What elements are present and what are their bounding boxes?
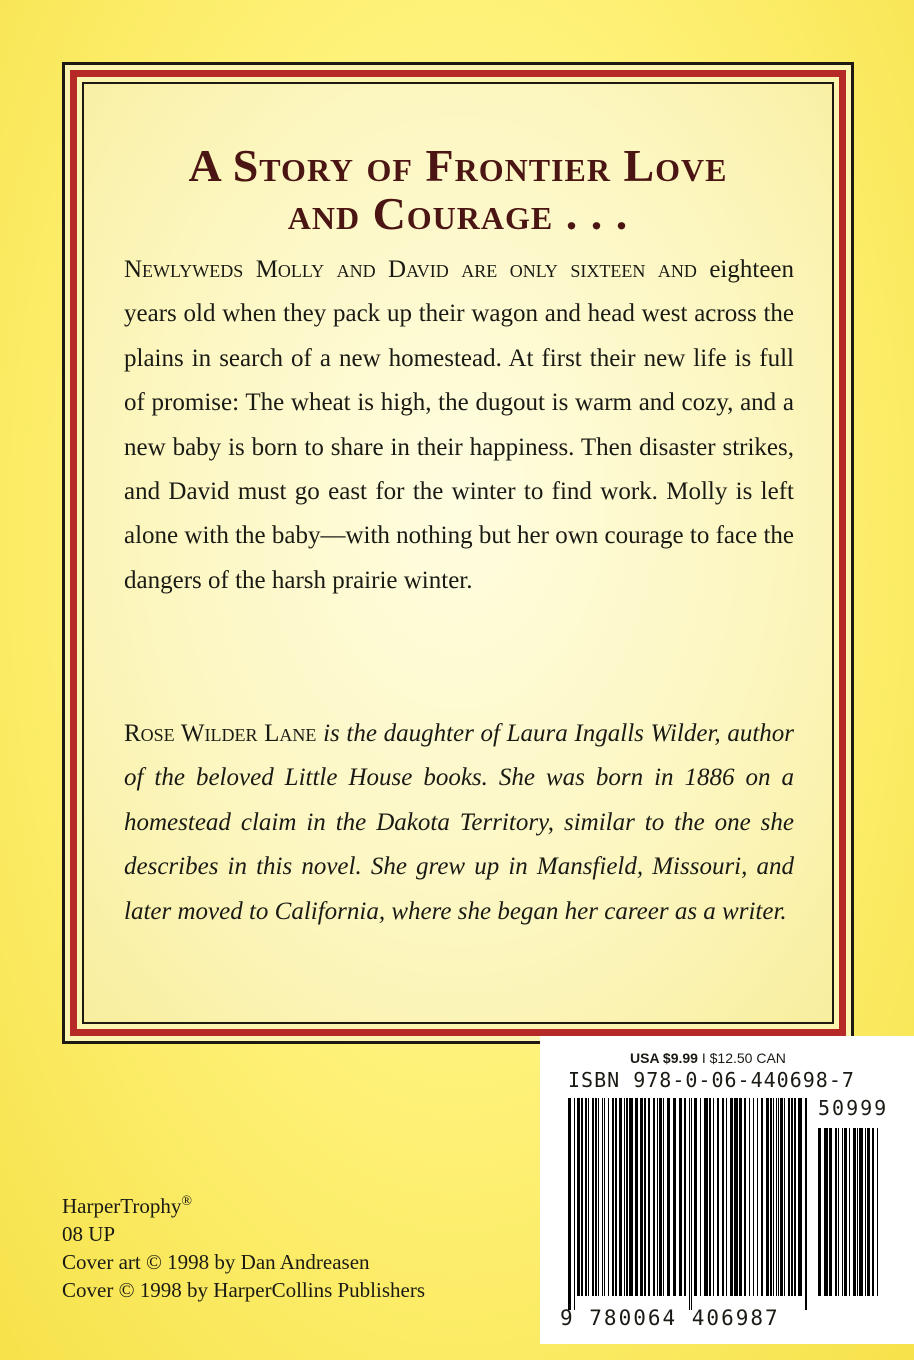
barcode-bar [730,1098,733,1296]
barcode-bar [838,1128,839,1296]
barcode-bar [700,1098,701,1296]
barcode-bar [780,1098,783,1296]
blurb-body: eighteen years old when they pack up their wagon and head west across the plains in search of a new homestead. At first their new life is full of promise: The wheat is high, the dugout is warm and cozy, and a new baby is born to share in their happiness. Then disaster strikes, and David must go east for the winter to find work. Molly is left alone with the baby—with nothing but her own courage to face the dangers of the harsh prairie winter. [124,256,795,594]
barcode-bar [853,1128,856,1296]
barcode-bar [644,1098,646,1296]
barcode-bar [773,1098,774,1296]
barcode-bar [805,1098,807,1310]
barcode-bar [824,1128,828,1296]
barcode-bar [602,1098,603,1296]
barcode-bar [739,1098,742,1296]
barcode-box [540,1036,914,1344]
cover-credit: Cover © 1998 by HarperCollins Publishers [62,1278,426,1302]
headline-line-1: A Story of Frontier Love [188,140,728,191]
cover-frame [62,62,854,1044]
barcode-bar [640,1098,643,1296]
price-can: $12.50 CAN [709,1050,786,1066]
barcode-bar [849,1128,850,1296]
age-code: 08 UP [62,1222,116,1246]
barcode-bar [704,1098,708,1296]
barcode-bar [734,1098,738,1296]
barcode-bar [835,1128,837,1296]
barcode-bar [794,1098,796,1296]
barcode-bar [581,1098,583,1296]
barcode-bar [722,1098,724,1296]
barcode-bar [577,1098,580,1296]
barcode-bar [663,1098,664,1296]
cover-art-credit: Cover art © 1998 by Dan Andreasen [62,1250,370,1274]
publisher-credits [62,1188,425,1304]
headline-line-2: and Courage . . . [287,188,629,239]
barcode-digits: 9 780064 406987 [560,1306,780,1330]
barcode-bar [859,1128,863,1296]
imprint-line [62,1188,425,1220]
isbn-number: ISBN 978-0-06-440698-7 [568,1068,855,1092]
barcode-bar [770,1098,772,1296]
barcode-bar [717,1098,719,1296]
ean-barcode [568,1098,808,1310]
barcode-bar [776,1098,777,1296]
barcode-bar [612,1098,614,1296]
barcode-bar [865,1128,866,1296]
price-line [630,1050,786,1066]
barcode-bar [877,1128,878,1296]
barcode-bar [842,1128,843,1296]
registered-mark: ® [181,1194,193,1209]
barcode-bar [626,1098,628,1296]
blurb-lead: Newlyweds Molly and David are only sixteen and [124,256,697,283]
barcode-bar [585,1098,587,1296]
barcode-bar [788,1098,790,1296]
author-bio [124,712,794,934]
barcode-bar [619,1098,622,1296]
headline [104,142,812,238]
barcode-bar [595,1098,597,1296]
barcode-bar [744,1098,746,1296]
barcode-bar [635,1098,638,1296]
barcode-bar [691,1098,692,1310]
price-separator: I [697,1050,710,1066]
barcode-bar [608,1098,609,1296]
barcode-bar [653,1098,655,1296]
barcode-bar [659,1098,662,1296]
barcode-bar [749,1098,750,1296]
barcode-bar [689,1098,690,1310]
barcode-bar [624,1098,625,1296]
barcode-bar [709,1098,711,1296]
barcode-bar [757,1098,758,1296]
barcode-bar [778,1098,779,1296]
barcode-bar [766,1098,769,1296]
barcode-bar [667,1098,670,1296]
barcode-bar [867,1128,870,1296]
text-panel [82,82,834,1024]
barcode-bar [694,1098,697,1296]
red-border [70,70,846,1036]
barcode-bar [673,1098,676,1296]
imprint-name: HarperTrophy [62,1194,182,1218]
barcode-bar [872,1128,874,1296]
barcode-bar [798,1098,802,1296]
barcode-bar [588,1098,589,1296]
author-name: Rose Wilder Lane [124,720,317,747]
price-usa: USA $9.99 [630,1050,698,1066]
barcode-bar [615,1098,617,1296]
barcode-bar [657,1098,658,1296]
barcode-bar [818,1128,821,1296]
barcode-bar [629,1098,633,1296]
barcode-bar [679,1098,682,1296]
barcode-bar [568,1098,571,1310]
barcode-bar [684,1098,686,1296]
barcode-bar [604,1098,605,1296]
barcode-bar [574,1098,575,1310]
barcode-bar [857,1128,858,1296]
barcode-bar [713,1098,714,1296]
book-blurb [124,248,794,603]
barcode-bar [784,1098,785,1296]
barcode-bar [753,1098,754,1296]
barcode-bar [791,1098,793,1296]
addon-barcode [818,1128,882,1310]
barcode-bar [829,1128,832,1296]
price-addon-code: 50999 [818,1096,889,1120]
barcode-bar [844,1128,847,1296]
barcode-bar [726,1098,727,1296]
barcode-bar [592,1098,594,1296]
barcode-bar [761,1098,763,1296]
barcode-bar [598,1098,599,1296]
barcode-bar [648,1098,650,1296]
author-bio-text: is the daughter of Laura Ingalls Wilder, author of the beloved Little House books. She was born in 1886 on a homestead claim in the Dakota Territory, similar to the one she describes in this novel. She grew up in Mansfield, Missouri, and later moved to California, where she began her career as a writer. [124,720,795,925]
